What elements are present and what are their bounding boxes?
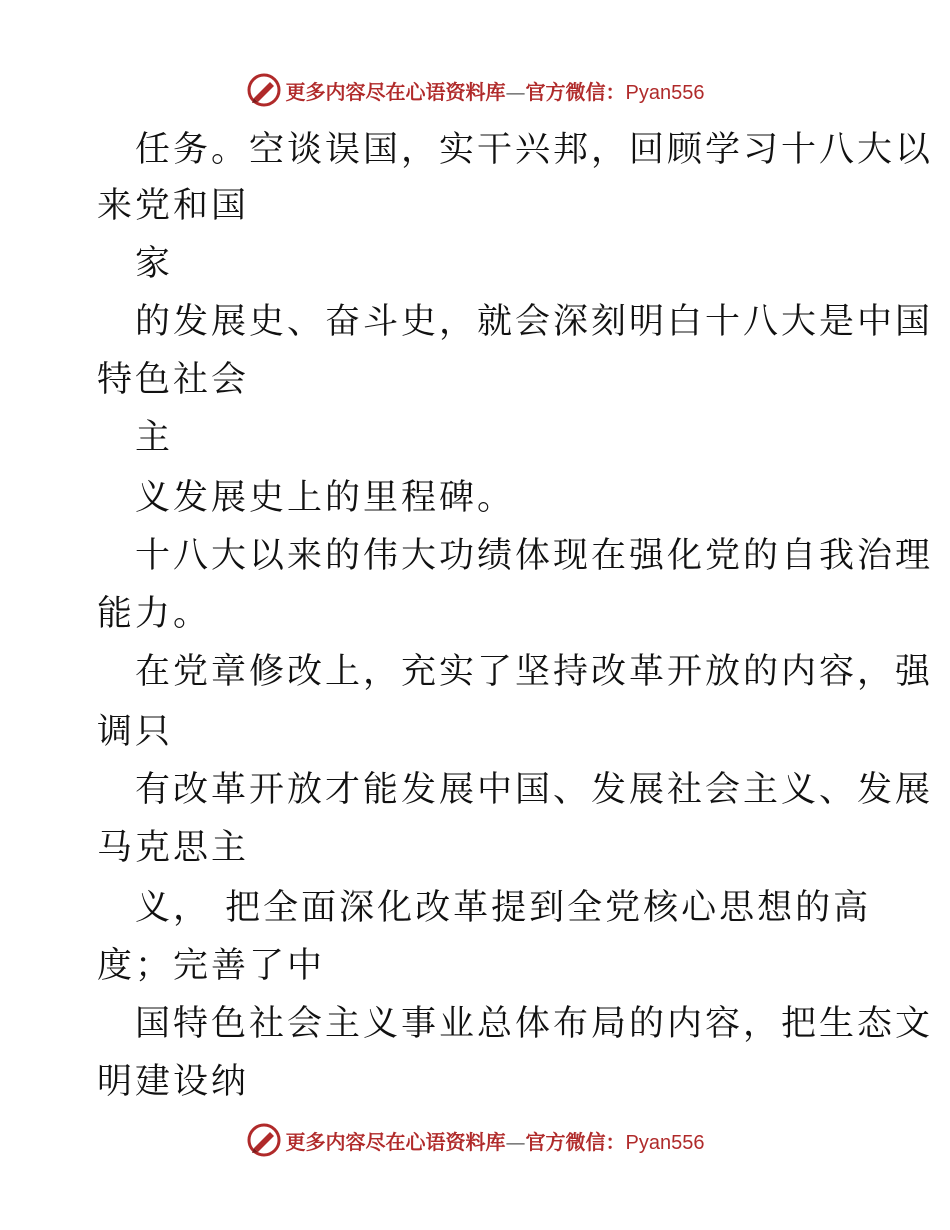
text-line: 义发展史上的里程碑。 [135, 478, 516, 518]
watermark-dash: — [505, 79, 526, 104]
text-line: 马克思主 [97, 828, 250, 868]
watermark-text [286, 76, 705, 105]
footer-watermark [0, 1120, 950, 1160]
watermark-wechat-id: Pyan556 [625, 81, 705, 104]
watermark-dash: — [505, 1129, 526, 1154]
watermark-text [286, 1126, 705, 1155]
text-line: 来党和国 [97, 186, 250, 226]
text-line: 家 [135, 244, 174, 284]
text-line: 度；完善了中 [97, 946, 326, 986]
text-line: 特色社会 [97, 360, 250, 400]
pen-logo-icon [246, 1122, 282, 1158]
text-line: 在党章修改上，充实了坚持改革开放的内容，强 [135, 652, 934, 692]
text-line: 有改革开放才能发展中国、发展社会主义、发展 [135, 770, 934, 810]
text-line: 调只 [97, 712, 174, 752]
header-watermark [0, 70, 950, 110]
pen-logo-icon [246, 72, 282, 108]
watermark-cn2: 官方微信： [525, 1129, 626, 1154]
watermark-wechat-id: Pyan556 [625, 1131, 705, 1154]
watermark-cn: 更多内容尽在心语资料库 [285, 79, 506, 104]
text-line: 任务。空谈误国，实干兴邦，回顾学习十八大以 [135, 130, 934, 170]
watermark-cn: 更多内容尽在心语资料库 [285, 1129, 506, 1154]
text-line: 义， 把全面深化改革提到全党核心思想的高 [135, 888, 872, 928]
text-line: 明建设纳 [97, 1062, 250, 1102]
watermark-cn2: 官方微信： [525, 79, 626, 104]
text-line: 主 [135, 418, 174, 458]
text-line: 的发展史、奋斗史，就会深刻明白十八大是中国 [135, 302, 934, 342]
text-line: 十八大以来的伟大功绩体现在强化党的自我治理 [135, 536, 934, 576]
text-line: 国特色社会主义事业总体布局的内容，把生态文 [135, 1004, 934, 1044]
text-line: 能力。 [97, 594, 212, 634]
